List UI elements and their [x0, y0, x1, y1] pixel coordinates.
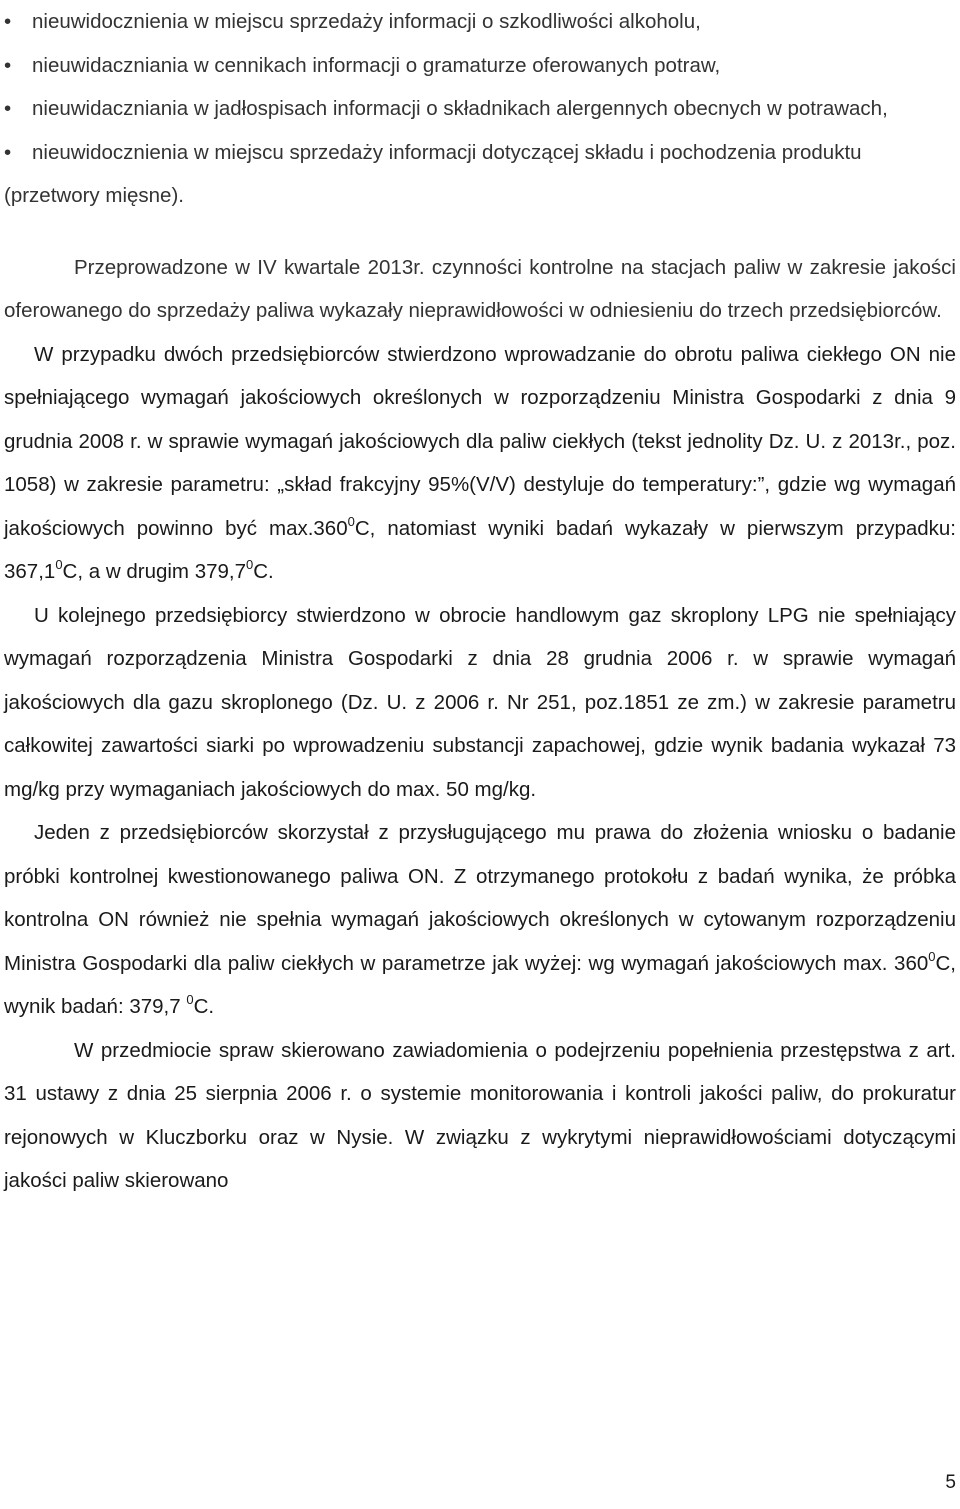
list-item-text: nieuwidocznienia w miejscu sprzedaży informacji o szkodliwości alkoholu,: [32, 10, 701, 33]
text-segment: C, a w drugim 379,7: [62, 560, 246, 583]
list-item-text: nieuwidaczniania w jadłospisach informacji o składnikach alergennych obecnych w potrawach,: [32, 97, 888, 120]
list-item: [4, 44, 956, 88]
paragraph-prosecutor-notice: W przedmiocie spraw skierowano zawiadomienia o podejrzeniu popełnienia przestępstwa z art. 31 ustawy z dnia 25 sierpnia 2006 r. o systemie monitorowania i kontroli jakości paliw, do prokuratur rejonowych w Kluczborku oraz w Nysie. W związku z wykrytymi nieprawidłowościami dotyczącymi jakości paliw skierowano: [4, 1038, 956, 1192]
superscript: 0: [928, 948, 936, 964]
document-page: [4, 0, 956, 1203]
text-segment: C, wynik badań: 379,7: [4, 951, 956, 1018]
text-segment: W przypadku dwóch przedsiębiorców stwierdzono wprowadzanie do obrotu paliwa ciekłego ON nie spełniającego wymagań jakościowych określonych w rozporządzeniu Ministra Gospodarki z dnia 9 grudnia 2008 r. w sprawie wymagań jakościowych dla paliw ciekłych (tekst jednolity Dz. U. z 2013r., poz. 1058) w zakresie parametru: „skład frakcyjny 95%(V/V) destyluje do temperatury:”, gdzie wg wymagań jakościowych powinno być max.360: [4, 342, 956, 540]
paragraph-lpg-findings: U kolejnego przedsiębiorcy stwierdzono w obrocie handlowym gaz skroplony LPG nie spełniający wymagań rozporządzenia Ministra Gospodarki z dnia 28 grudnia 2006 r. w sprawie wymagań jakościowych dla gazu skroplonego (Dz. U. z 2006 r. Nr 251, poz.1851 ze zm.) w zakresie parametru całkowitej zawartości siarki po wprowadzeniu substancji zapachowej, gdzie wynik badania wykazał 73 mg/kg przy wymaganiach jakościowych do max. 50 mg/kg.: [4, 603, 956, 801]
text-segment: C.: [253, 560, 274, 583]
text-segment: Jeden z przedsiębiorców skorzystał z przysługującego mu prawa do złożenia wniosku o badanie próbki kontrolnej kwestionowanego paliwa ON. Z otrzymanego protokołu z badań wynika, że próbka kontrolna ON również nie spełnia wymagań jakościowych określonych w cytowanym rozporządzeniu Ministra Gospodarki dla paliw ciekłych w parametrze jak wyżej: wg wymagań jakościowych max. 360: [4, 821, 956, 975]
list-item: [4, 0, 956, 44]
bullet-icon: •: [4, 10, 12, 33]
superscript: 0: [55, 557, 63, 572]
list-item-text: nieuwidocznienia w miejscu sprzedaży informacji dotyczącej składu i pochodzenia produktu (przetwory mięsne).: [4, 140, 862, 207]
bullet-icon: •: [4, 97, 12, 120]
paragraph-control-sample: [4, 811, 956, 1029]
list-item: [4, 131, 956, 218]
list-item: [4, 87, 956, 131]
paragraph-fuel-inspection: Przeprowadzone w IV kwartale 2013r. czynności kontrolne na stacjach paliw w zakresie jakości oferowanego do sprzedaży paliwa wykazały nieprawidłowości w odniesieniu do trzech przedsiębiorców.: [4, 255, 956, 322]
text-segment: C.: [193, 995, 215, 1018]
superscript: 0: [186, 992, 194, 1007]
bullet-list: [4, 0, 956, 218]
bullet-icon: •: [4, 140, 12, 164]
bullet-icon: •: [4, 53, 12, 77]
superscript: 0: [246, 557, 254, 572]
list-item-text: nieuwidaczniania w cennikach informacji o gramaturze oferowanych potraw,: [32, 53, 721, 77]
page-number: 5: [945, 1472, 956, 1493]
text-segment: C, natomiast wyniki badań wykazały w pierwszym przypadku: 367,1: [4, 516, 957, 583]
paragraph-diesel-findings: [4, 333, 956, 594]
superscript: 0: [347, 513, 355, 529]
